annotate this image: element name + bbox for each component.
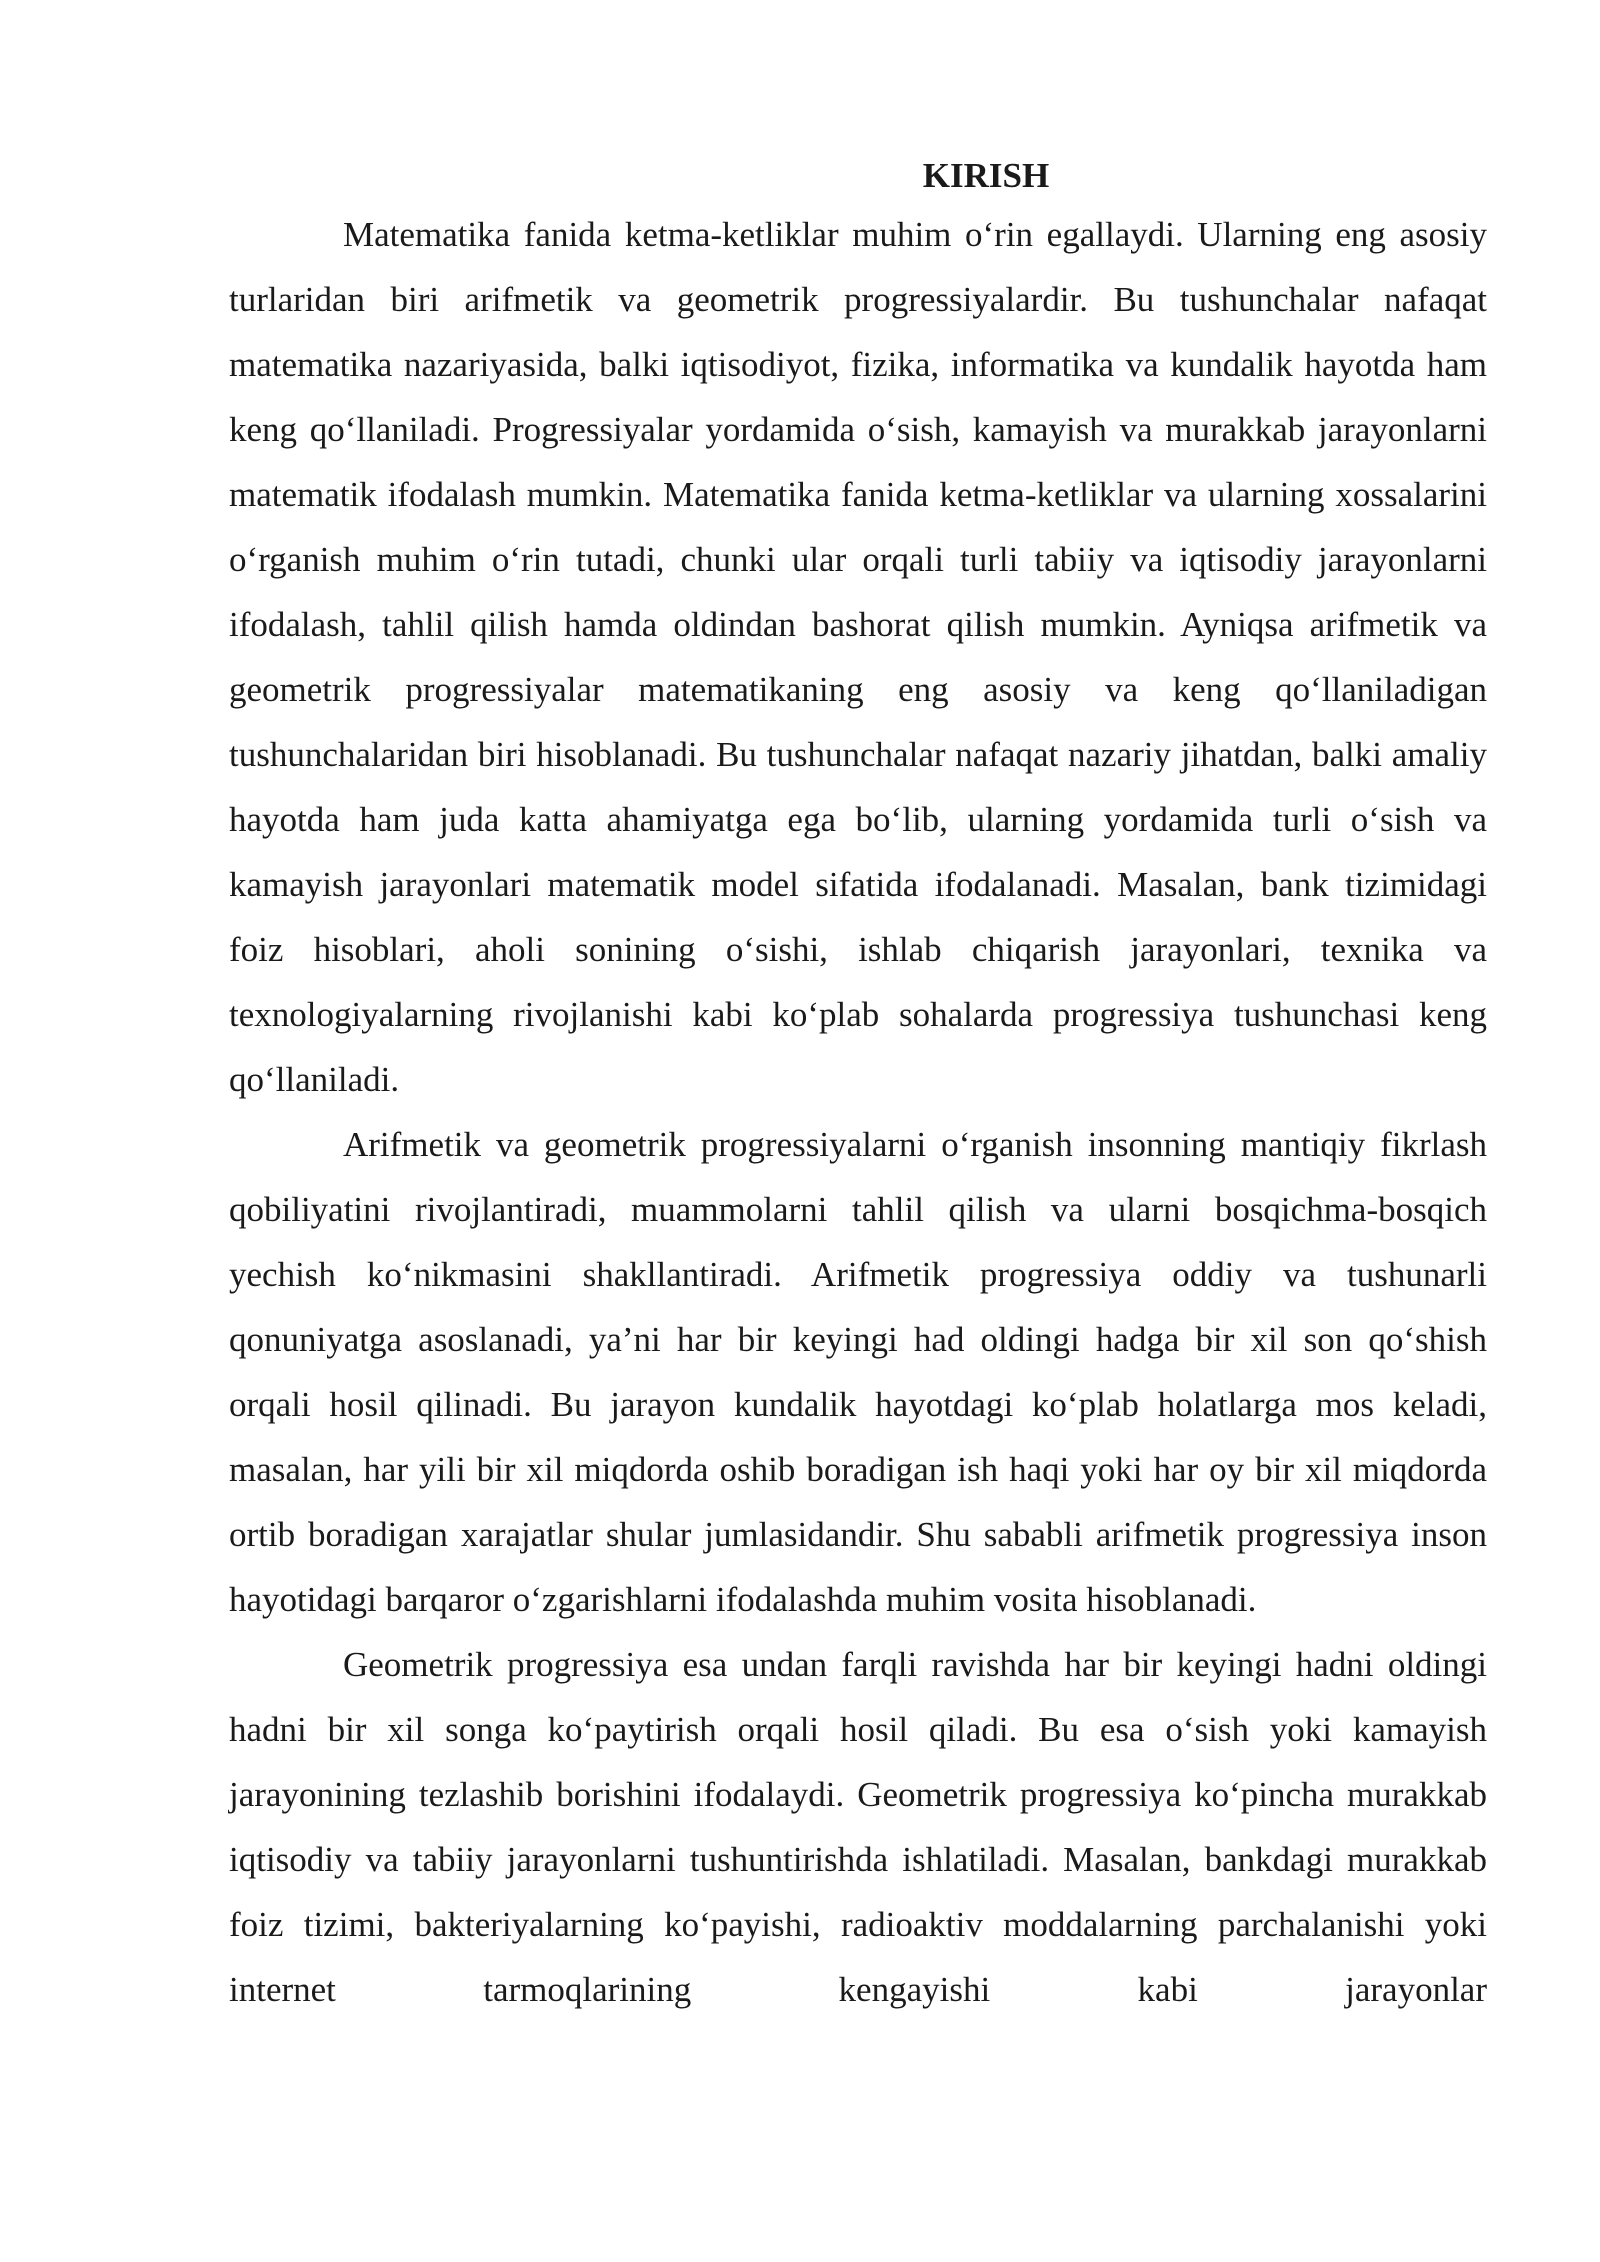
page-title: KIRISH (922, 156, 1050, 195)
document-body (229, 150, 1487, 2022)
paragraph-1: Matematika fanida ketma-ketliklar muhim o‘rin egallaydi. Ularning eng asosiy turlaridan biri arifmetik va geometrik progressiyalardir. Bu tushunchalar nafaqat matematika nazariyasida, balki iqtisodiyot, fizika, informatika va kundalik hayotda ham keng qo‘llaniladi. Progressiyalar yordamida o‘sish, kamayish va murakkab jarayonlarni matematik ifodalash mumkin. Matematika fanida ketma-ketliklar va ularning xossalarini o‘rganish muhim o‘rin tutadi, chunki ular orqali turli tabiiy va iqtisodiy jarayonlarni ifodalash, tahlil qilish hamda oldindan bashorat qilish mumkin. Ayniqsa arifmetik va geometrik progressiyalar matematikaning eng asosiy va keng qo‘llaniladigan tushunchalaridan biri hisoblanadi. Bu tushunchalar nafaqat nazariy jihatdan, balki amaliy hayotda ham juda katta ahamiyatga ega bo‘lib, ularning yordamida turli o‘sish va kamayish jarayonlari matematik model sifatida ifodalanadi. Masalan, bank tizimidagi foiz hisoblari, aholi sonining o‘sishi, ishlab chiqarish jarayonlari, texnika va texnologiyalarning rivojlanishi kabi ko‘plab sohalarda progressiya tushunchasi keng qo‘llaniladi. (229, 215, 1487, 1099)
paragraph-3: Geometrik progressiya esa undan farqli ravishda har bir keyingi hadni oldingi hadni bir xil songa ko‘paytirish orqali hosil qiladi. Bu esa o‘sish yoki kamayish jarayonining tezlashib borishini ifodalaydi. Geometrik progressiya ko‘pincha murakkab iqtisodiy va tabiiy jarayonlarni tushuntirishda ishlatiladi. Masalan, bankdagi murakkab foiz tizimi, bakteriyalarning ko‘payishi, radioaktiv moddalarning parchalanishi yoki internet tarmoqlarining kengayishi kabi jarayonlar (229, 1645, 1487, 2009)
paragraph-2: Arifmetik va geometrik progressiyalarni o‘rganish insonning mantiqiy fikrlash qobiliyatini rivojlantiradi, muammolarni tahlil qilish va ularni bosqichma-bosqich yechish ko‘nikmasini shakllantiradi. Arifmetik progressiya oddiy va tushunarli qonuniyatga asoslanadi, ya’ni har bir keyingi had oldingi hadga bir xil son qo‘shish orqali hosil qilinadi. Bu jarayon kundalik hayotdagi ko‘plab holatlarga mos keladi, masalan, har yili bir xil miqdorda oshib boradigan ish haqi yoki har oy bir xil miqdorda ortib boradigan xarajatlar shular jumlasidandir. Shu sababli arifmetik progressiya inson hayotidagi barqaror o‘zgarishlarni ifodalashda muhim vosita hisoblanadi. (229, 1125, 1487, 1619)
